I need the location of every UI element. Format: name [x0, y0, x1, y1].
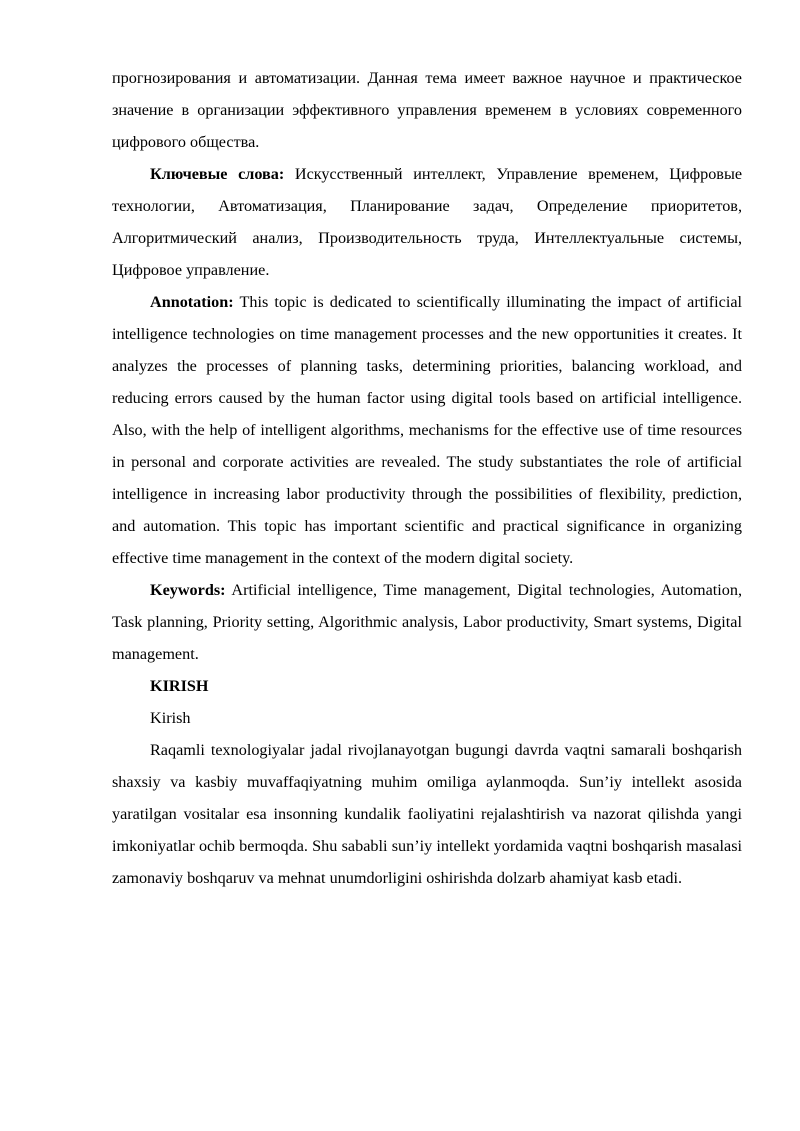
- paragraph-russian-keywords: [112, 158, 742, 286]
- paragraph-russian-continuation: [112, 62, 742, 158]
- paragraph-english-keywords: [112, 574, 742, 670]
- annotation-text-en: This topic is dedicated to scientifically illuminating the impact of artificial intelligence technologies on time management processes and the new opportunities it creates. It analyzes the processes of planning tasks, determining priorities, balancing workload, and reducing errors caused by the human factor using digital tools based on artificial intelligence. Also, with the help of intelligent algorithms, mechanisms for the effective use of time resources in personal and corporate activities are revealed. The study substantiates the role of artificial intelligence in increasing labor productivity through the possibilities of flexibility, prediction, and automation. This topic has important scientific and practical significance in organizing effective time management in the context of the modern digital society.: [112, 293, 742, 567]
- paragraph-uzbek-intro: Raqamli texnologiyalar jadal rivojlanayotgan bugungi davrda vaqtni samarali boshqarish shaxsiy va kasbiy muvaffaqiyatning muhim omiliga aylanmoqda. Sun’iy intellekt asosida yaratilgan vositalar esa insonning kundalik faoliyatini rejalashtirish va nazorat qilishda yangi imkoniyatlar ochib bermoqda. Shu sababli sun’iy intellekt yordamida vaqtni boshqarish masalasi zamonaviy boshqaruv va mehnat unumdorligini oshirishda dolzarb ahamiyat kasb etadi.: [112, 741, 742, 887]
- keywords-text-ru: Искусственный интеллект, Управление временем, Цифровые технологии, Автоматизация, Планирование задач, Определение приоритетов, Алгоритмический анализ, Производительность труда, Интеллектуальные системы, Цифровое управление.: [112, 165, 743, 279]
- keywords-label-en: Keywords:: [150, 581, 226, 599]
- annotation-label-en: Annotation:: [150, 293, 234, 311]
- keywords-text-en: Artificial intelligence, Time management, Digital technologies, Automation, Task planning, Priority setting, Algorithmic analysis, Labor productivity, Smart systems, Digital management.: [112, 581, 742, 663]
- section-subheading-kirish: Kirish: [150, 709, 191, 727]
- paragraph-english-annotation: [112, 286, 742, 574]
- section-heading-kirish: KIRISH: [150, 677, 209, 695]
- keywords-label-ru: Ключевые слова:: [150, 165, 285, 183]
- document-body: [112, 62, 742, 894]
- paragraph-text: прогнозирования и автоматизации. Данная тема имеет важное научное и практическое значение в организации эффективного управления временем в условиях современного цифрового общества.: [112, 69, 742, 151]
